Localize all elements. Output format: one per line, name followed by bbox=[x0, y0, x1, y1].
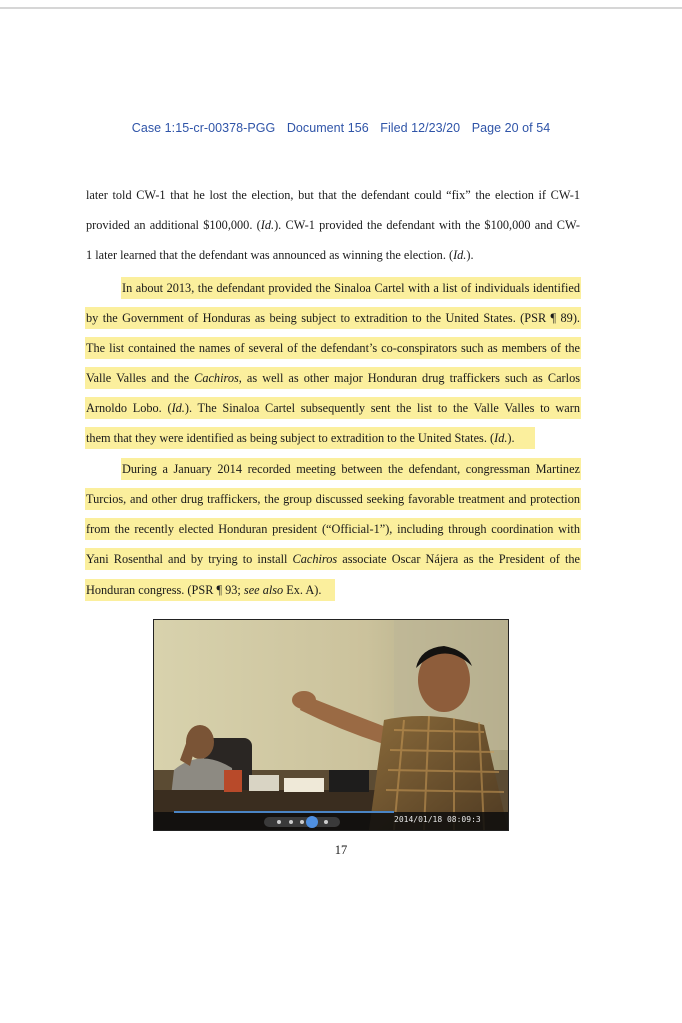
highlighted-line: them that they were identified as being subject to extradition to the United States. (Id.). bbox=[86, 428, 534, 448]
highlighted-line: Honduran congress. (PSR ¶ 93; see also Ex. A). bbox=[86, 580, 334, 600]
highlighted-line: Arnoldo Lobo. (Id.). The Sinaloa Cartel subsequently sent the list to the Valle Valles to warn bbox=[86, 398, 580, 418]
body-line: provided an additional $100,000. (Id.). CW-1 provided the defendant with the $100,000 and CW- bbox=[86, 218, 580, 232]
highlighted-line: In about 2013, the defendant provided the Sinaloa Cartel with a list of individuals identified bbox=[122, 278, 580, 298]
video-timestamp: 2014/01/18 08:09:3 bbox=[394, 815, 481, 824]
page-indicator: Page 20 of 54 bbox=[471, 121, 551, 135]
body-line: later told CW-1 that he lost the election, but that the defendant could “fix” the election if CW-1 bbox=[86, 188, 580, 202]
page-number: 17 bbox=[334, 843, 348, 857]
highlighted-line: During a January 2014 recorded meeting between the defendant, congressman Martinez bbox=[122, 459, 580, 479]
case-number: Case 1:15-cr-00378-PGG bbox=[131, 121, 276, 135]
photo-scene bbox=[154, 620, 508, 830]
highlighted-line: by the Government of Honduras as being subject to extradition to the United States. (PSR ¶ 89). bbox=[86, 308, 580, 328]
top-divider bbox=[0, 7, 682, 9]
video-still-photo bbox=[153, 619, 509, 831]
document-header bbox=[0, 121, 682, 135]
highlighted-line: Yani Rosenthal and by trying to install Cachiros associate Oscar Nájera as the President of the bbox=[86, 549, 580, 569]
highlighted-line: from the recently elected Honduran president (“Official-1”), including through coordination with bbox=[86, 519, 580, 539]
filed-date: Filed 12/23/20 bbox=[380, 121, 461, 135]
highlighted-line: Valle Valles and the Cachiros, as well as other major Honduran drug traffickers such as Carlos bbox=[86, 368, 580, 388]
body-line: 1 later learned that the defendant was announced as winning the election. (Id.). bbox=[86, 248, 474, 262]
highlighted-line: The list contained the names of several of the defendant’s co-conspirators such as members of the bbox=[86, 338, 580, 358]
highlighted-line: Turcios, and other drug traffickers, the group discussed seeking favorable treatment and protection bbox=[86, 489, 580, 509]
document-number: Document 156 bbox=[286, 121, 369, 135]
